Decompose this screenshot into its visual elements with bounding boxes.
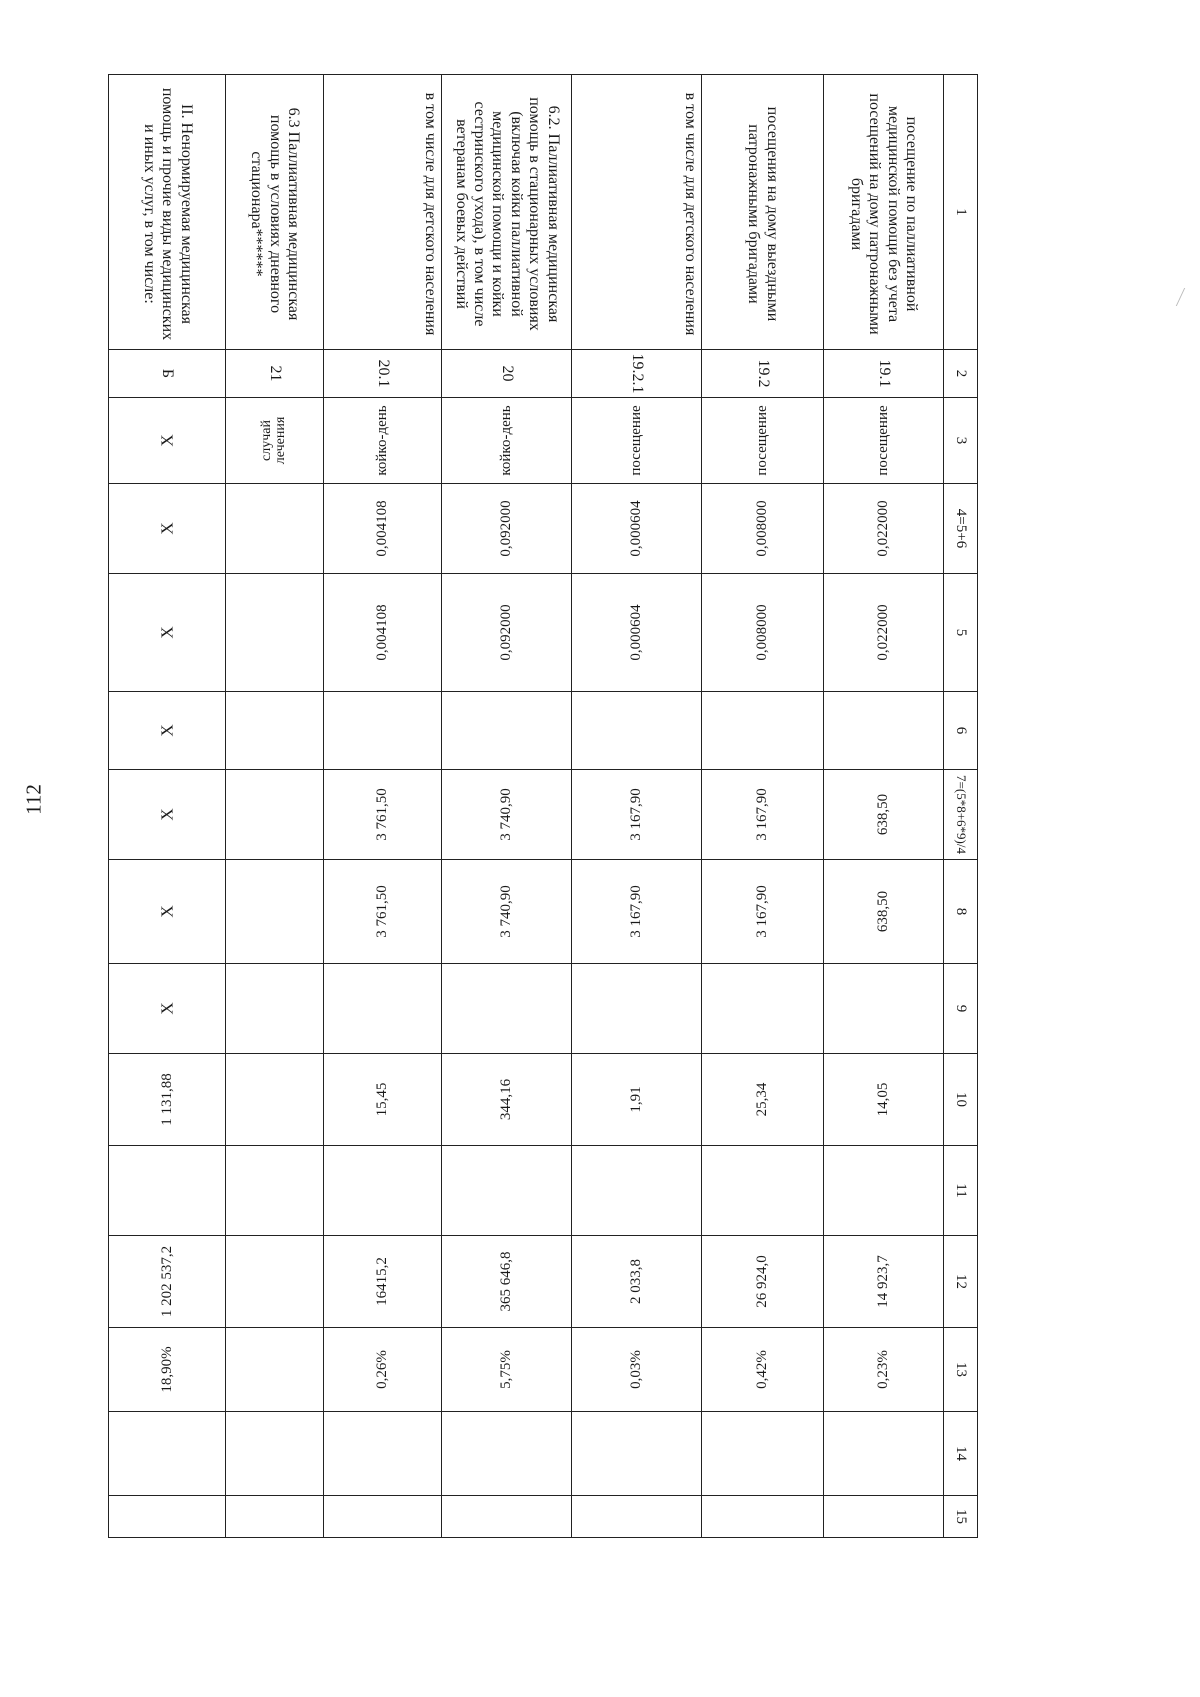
cell-c5: 0,022000 (874, 604, 891, 661)
cell-c6: Х (157, 724, 177, 737)
row-name: посещение по паллиативной медицинской помощи без учета посещений на дому патронажными бригадами (824, 75, 944, 350)
rotated-table-wrapper (109, 74, 978, 1537)
cell-c7: 638,50 (874, 793, 891, 836)
unit-value: посещение (753, 405, 770, 476)
cell-c10: 1 131,88 (158, 1073, 175, 1126)
row-name: в том числе для детского населения (324, 75, 442, 350)
cell-c5: Х (157, 626, 177, 639)
cell-c12: 26 924,0 (753, 1255, 770, 1308)
row-unit (702, 398, 824, 484)
header-cell: 7=(5*8+6*9)/4 (944, 770, 978, 860)
header-cell: 14 (944, 1412, 978, 1496)
header-cell: 15 (944, 1496, 978, 1538)
data-table (108, 74, 978, 1538)
header-cell: 5 (944, 574, 978, 692)
row-code: 20.1 (324, 350, 442, 398)
cell-c7: 3 740,90 (497, 788, 514, 841)
row-code: 19.2 (702, 350, 824, 398)
cell-c7: 3 761,50 (373, 788, 390, 841)
unit-value: посещение (627, 405, 644, 476)
cell-c9: Х (157, 1002, 177, 1015)
cell-c12: 16415,2 (373, 1257, 390, 1306)
header-cell: 10 (944, 1054, 978, 1146)
row-unit (226, 398, 324, 484)
row-unit (109, 398, 226, 484)
unit-value: Х (157, 434, 177, 447)
table-row (109, 75, 226, 1538)
cell-c8: 3 167,90 (753, 885, 770, 938)
table-header-row (944, 75, 978, 1538)
cell-c7: 3 167,90 (753, 788, 770, 841)
cell-c10: 15,45 (373, 1082, 390, 1117)
header-cell: 9 (944, 964, 978, 1054)
row-name: в том числе для детского населения (572, 75, 702, 350)
cell-c5: 0,004108 (373, 604, 390, 661)
header-cell: 8 (944, 860, 978, 964)
table-row (572, 75, 702, 1538)
unit-value: койко-день (497, 405, 514, 476)
header-cell: 6 (944, 692, 978, 770)
header-cell: 13 (944, 1328, 978, 1412)
scan-mark (1176, 288, 1191, 306)
cell-c7: Х (157, 808, 177, 821)
row-unit (572, 398, 702, 484)
cell-c5: 0,000604 (627, 604, 644, 661)
cell-c12: 365 646,8 (497, 1251, 514, 1312)
cell-c13: 0,03% (627, 1350, 644, 1389)
cell-c4: 0,022000 (874, 500, 891, 557)
row-code: 20 (442, 350, 572, 398)
cell-c7: 3 167,90 (627, 788, 644, 841)
cell-c13: 0,42% (753, 1350, 770, 1389)
cell-c8: 3 167,90 (627, 885, 644, 938)
cell-c13: 0,26% (373, 1350, 390, 1389)
cell-c5: 0,092000 (497, 604, 514, 661)
header-cell: 11 (944, 1146, 978, 1236)
cell-c10: 25,34 (753, 1082, 770, 1117)
cell-c12: 1 202 537,2 (158, 1245, 175, 1318)
cell-c4: Х (157, 522, 177, 535)
cell-c12: 2 033,8 (627, 1259, 644, 1304)
cell-c4: 0,004108 (373, 500, 390, 557)
table-row (324, 75, 442, 1538)
header-cell: 4=5+6 (944, 484, 978, 574)
cell-c12: 14 923,7 (874, 1255, 891, 1308)
header-cell: 1 (944, 75, 978, 350)
header-cell: 3 (944, 398, 978, 484)
table-row (702, 75, 824, 1538)
row-name: 6.3 Паллиативная медицинская помощь в условиях дневного стационара****** (226, 75, 324, 350)
header-cell: 2 (944, 350, 978, 398)
row-unit (442, 398, 572, 484)
cell-c8: 3 740,90 (497, 885, 514, 938)
cell-c13: 0,23% (874, 1350, 891, 1389)
unit-value: койко-день (373, 405, 390, 476)
cell-c4: 0,000604 (627, 500, 644, 557)
cell-c13: 18,90% (158, 1346, 175, 1393)
cell-c4: 0,092000 (497, 500, 514, 557)
cell-c5: 0,008000 (753, 604, 770, 661)
row-name: 6.2. Паллиативная медицинская помощь в стационарных условиях (включая койки паллиативной медицинской помощи и койки сестринского ухода), в том числе ветеранам боевых действий (442, 75, 572, 350)
row-code: 21 (226, 350, 324, 398)
row-name: II. Ненормируемая медицинская помощь и прочие виды медицинских и иных услуг, в том числе: (109, 75, 226, 350)
cell-c4: 0,008000 (753, 500, 770, 557)
cell-c10: 344,16 (497, 1078, 514, 1121)
row-code: 19.1 (824, 350, 944, 398)
cell-c8: Х (157, 905, 177, 918)
header-cell: 12 (944, 1236, 978, 1328)
row-code: Б (109, 350, 226, 398)
unit-value: случай лечения (259, 416, 289, 465)
row-unit (324, 398, 442, 484)
cell-c10: 1,91 (627, 1086, 644, 1113)
row-unit (824, 398, 944, 484)
cell-c8: 638,50 (874, 890, 891, 933)
table-row (824, 75, 944, 1538)
row-name: посещения на дому выездными патронажными бригадами (702, 75, 824, 350)
table-row (442, 75, 572, 1538)
table-row (226, 75, 324, 1538)
unit-value: посещение (874, 405, 891, 476)
cell-c13: 5,75% (497, 1350, 514, 1389)
cell-c10: 14,05 (874, 1082, 891, 1117)
cell-c8: 3 761,50 (373, 885, 390, 938)
page-number: 112 (21, 784, 46, 815)
row-code: 19.2.1 (572, 350, 702, 398)
